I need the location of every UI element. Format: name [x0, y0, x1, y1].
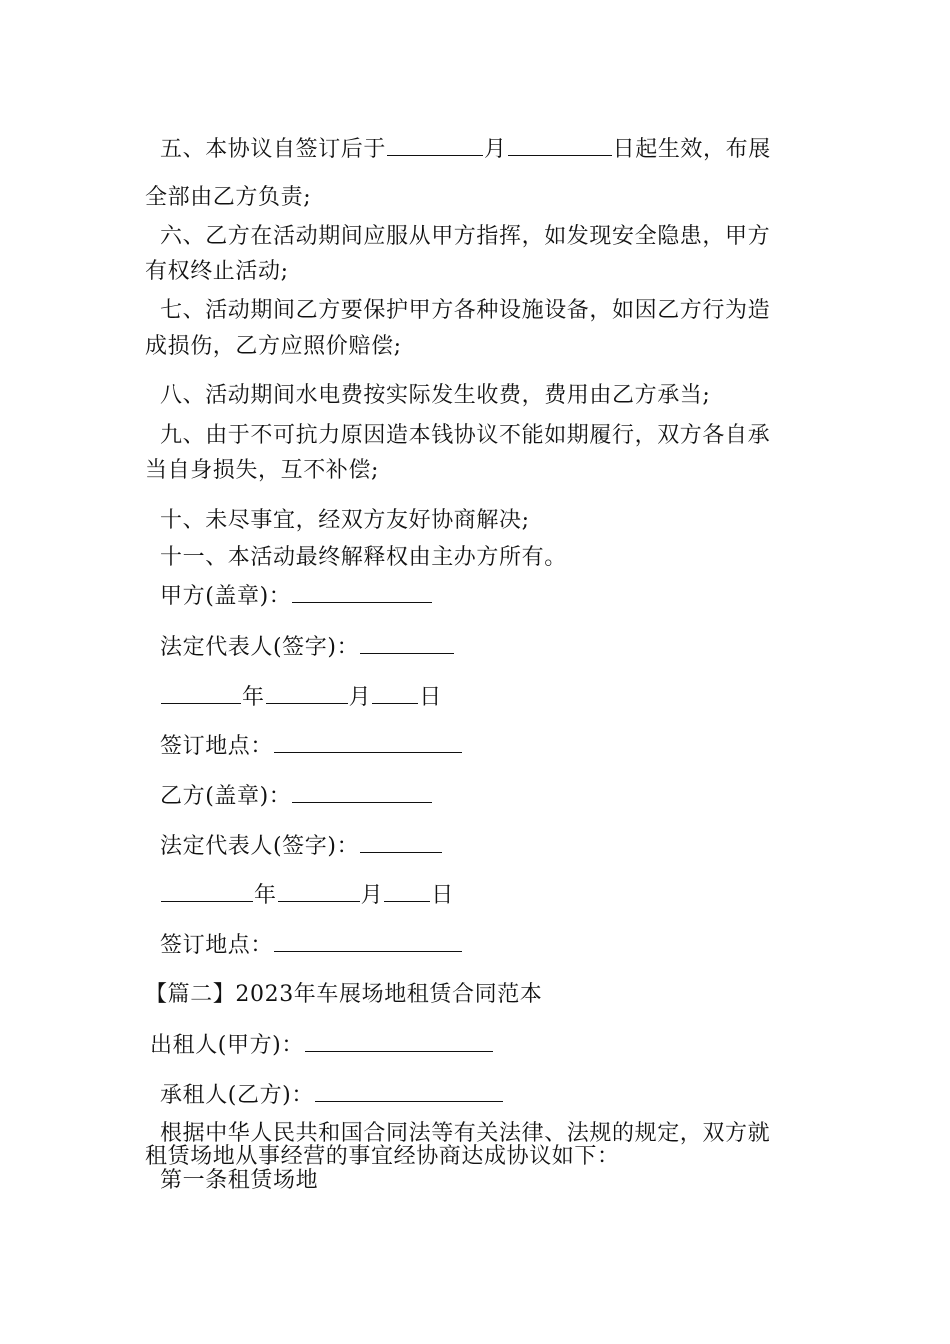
clause-5-suffix: 日起生效，布展 [612, 137, 771, 162]
party-a-place [160, 730, 830, 762]
clause-10: 十、未尽事宜，经双方友好协商解决; [160, 508, 530, 533]
clause-7-line-1: 七、活动期间乙方要保护甲方各种设施设备，如因乙方行为造 [160, 298, 771, 323]
party-a-year-blank [161, 681, 241, 704]
party-b-day-label: 日 [431, 883, 454, 908]
clause-11: 十一、本活动最终解释权由主办方所有。 [160, 545, 567, 570]
intro-line-1: 根据中华人民共和国合同法等有关法律、法规的规定，双方就 [160, 1121, 771, 1146]
party-a-place-blank [274, 730, 462, 753]
party-a-rep-blank [360, 631, 454, 654]
party-a-place-label: 签订地点： [160, 734, 274, 759]
article-1-heading: 第一条租赁场地 [160, 1168, 319, 1193]
lessee-blank [315, 1079, 503, 1102]
lessee-line [160, 1079, 830, 1111]
party-a-day-label: 日 [419, 685, 442, 710]
party-b-rep-label: 法定代表人(签字)： [160, 834, 360, 859]
party-a-month-label: 月 [348, 685, 372, 710]
party-a-seal-blank [292, 580, 432, 603]
clause-5-prefix: 五、本协议自签订后于 [160, 137, 387, 162]
lessor-label: 出租人(甲方)： [150, 1033, 304, 1058]
party-a-date [160, 681, 830, 713]
party-b-date [160, 879, 830, 911]
party-a-rep-label: 法定代表人(签字)： [160, 635, 360, 660]
clause-9-line-2: 当自身损失，互不补偿; [145, 458, 380, 483]
party-b-year-blank [161, 879, 253, 902]
clause-6-line-1: 六、乙方在活动期间应服从甲方指挥，如发现安全隐患，甲方 [160, 224, 771, 249]
clause-5-continued: 全部由乙方负责; [145, 185, 312, 210]
party-b-rep [160, 830, 830, 862]
clause-5 [160, 133, 830, 165]
party-b-place-blank [274, 929, 462, 952]
party-a-year-label: 年 [242, 685, 265, 710]
clause-8: 八、活动期间水电费按实际发生收费，费用由乙方承当; [160, 383, 711, 408]
party-b-seal-label: 乙方(盖章)： [160, 784, 292, 809]
party-b-place [160, 929, 830, 961]
month-blank [387, 133, 483, 156]
intro-line-2: 租赁场地从事经营的事宜经协商达成协议如下： [145, 1144, 620, 1169]
lessee-label: 承租人(乙方)： [160, 1083, 314, 1108]
clause-6-line-2: 有权终止活动; [145, 259, 289, 284]
party-b-day-blank [384, 879, 430, 902]
party-b-place-label: 签订地点： [160, 933, 274, 958]
day-blank [508, 133, 612, 156]
lessor-blank [305, 1029, 493, 1052]
party-a-seal [160, 580, 830, 612]
party-b-month-blank [278, 879, 360, 902]
party-b-rep-blank [360, 830, 442, 853]
clause-5-month: 月 [484, 137, 507, 162]
lessor-line [150, 1029, 820, 1061]
party-a-day-blank [372, 681, 418, 704]
part-two-title: 【篇二】2023年车展场地租赁合同范本 [145, 982, 543, 1007]
clause-7-line-2: 成损伤，乙方应照价赔偿; [145, 334, 402, 359]
party-b-year-label: 年 [254, 883, 277, 908]
party-a-seal-label: 甲方(盖章)： [160, 584, 292, 609]
party-a-month-blank [266, 681, 348, 704]
party-a-rep [160, 631, 830, 663]
party-b-seal [160, 780, 830, 812]
party-b-seal-blank [292, 780, 432, 803]
party-b-month-label: 月 [360, 883, 384, 908]
clause-9-line-1: 九、由于不可抗力原因造本钱协议不能如期履行，双方各自承 [160, 423, 771, 448]
